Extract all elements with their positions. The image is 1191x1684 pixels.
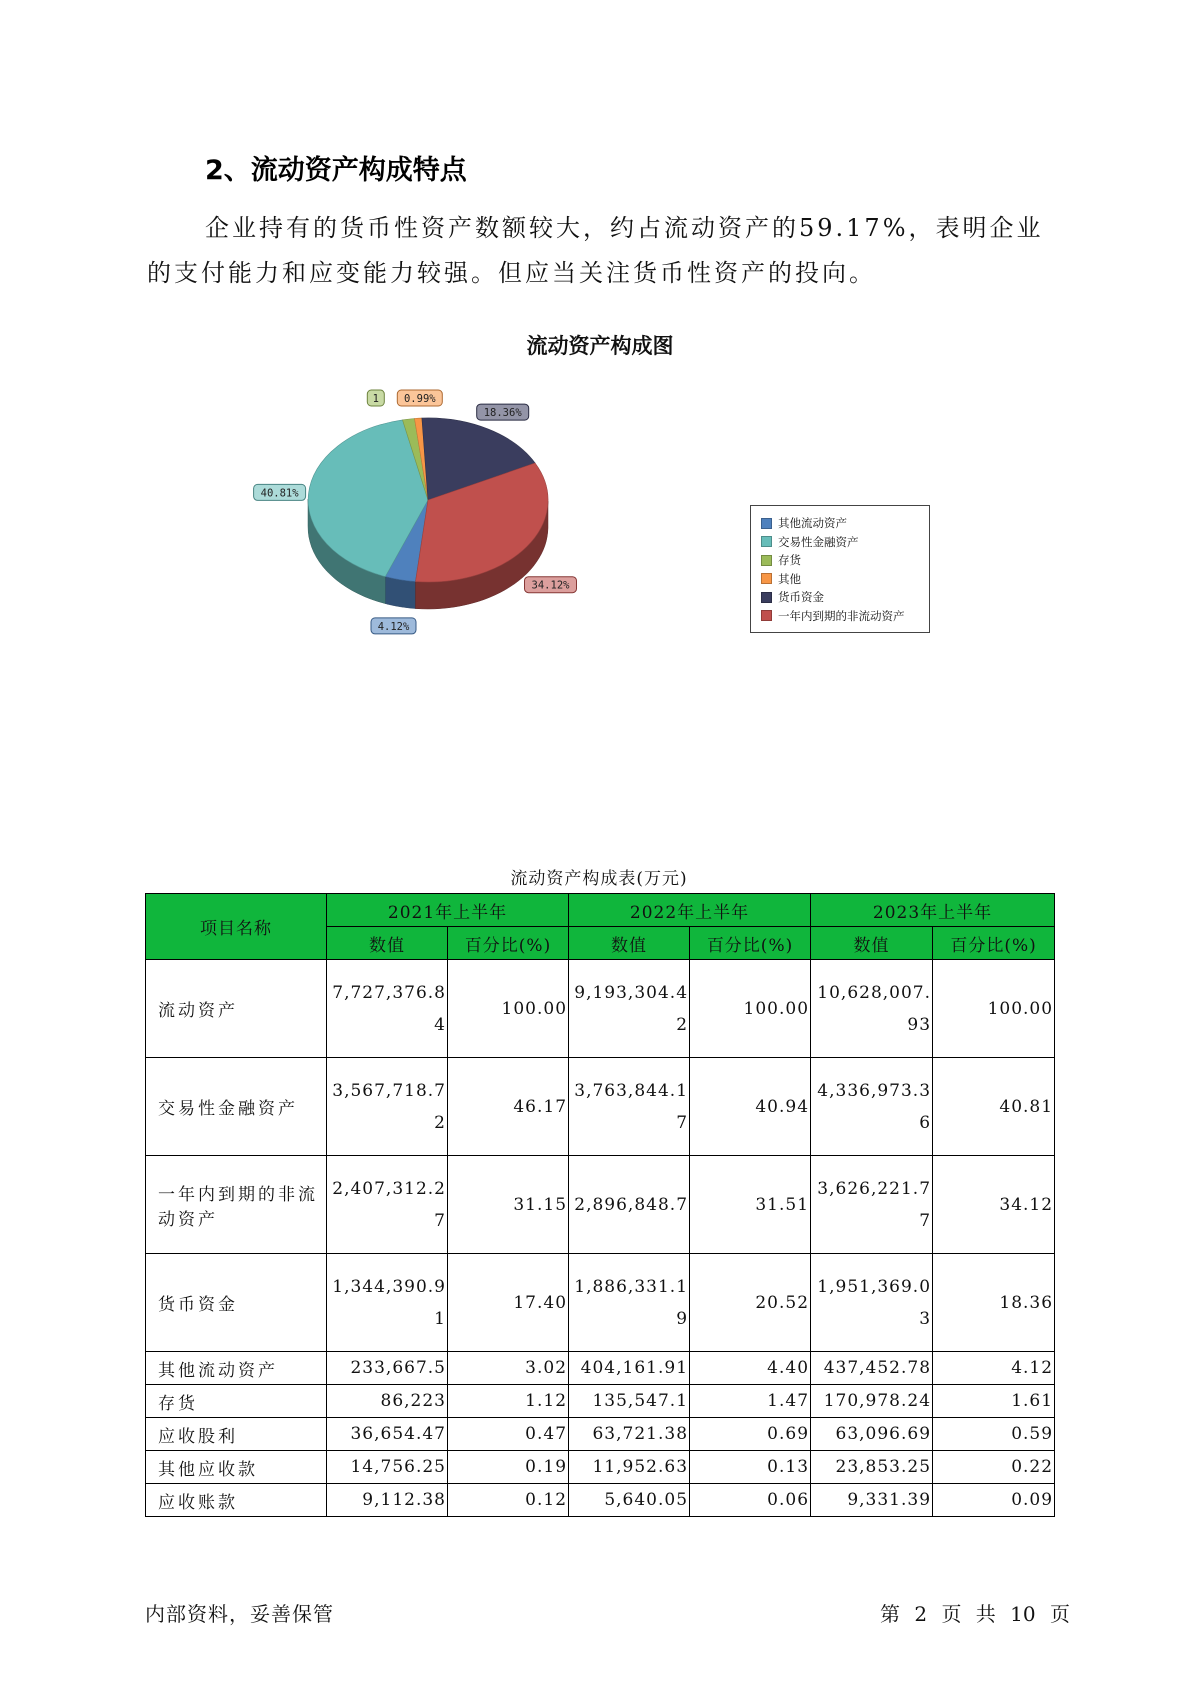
percent-cell: 4.12 bbox=[933, 1352, 1055, 1385]
table-row bbox=[146, 1156, 1055, 1254]
value-cell: 11,952.63 bbox=[569, 1451, 690, 1484]
row-label: 货币资金 bbox=[146, 1254, 327, 1352]
percent-cell: 100.00 bbox=[933, 960, 1055, 1058]
value-cell: 1,886,331.19 bbox=[569, 1254, 690, 1352]
legend-label: 其他流动资产 bbox=[778, 516, 847, 531]
percent-cell: 20.52 bbox=[690, 1254, 811, 1352]
legend-item bbox=[751, 551, 929, 570]
value-cell: 63,721.38 bbox=[569, 1418, 690, 1451]
percent-cell: 0.06 bbox=[690, 1484, 811, 1517]
row-label: 其他应收款 bbox=[146, 1451, 327, 1484]
percent-cell: 1.47 bbox=[690, 1385, 811, 1418]
percent-cell: 40.81 bbox=[933, 1058, 1055, 1156]
legend-swatch bbox=[761, 573, 772, 584]
legend-swatch bbox=[761, 610, 772, 621]
value-cell: 3,626,221.77 bbox=[811, 1156, 933, 1254]
pie-data-label bbox=[367, 390, 384, 406]
value-cell: 2,407,312.27 bbox=[327, 1156, 448, 1254]
header-year-2021: 2021年上半年 bbox=[327, 894, 569, 927]
pie-label-text: 1 bbox=[372, 393, 379, 405]
percent-cell: 31.15 bbox=[448, 1156, 569, 1254]
paragraph-line-2: 的支付能力和应变能力较强。但应当关注货币性资产的投向。 bbox=[147, 259, 876, 287]
percent-cell: 3.02 bbox=[448, 1352, 569, 1385]
legend-label: 交易性金融资产 bbox=[778, 534, 859, 549]
table-row bbox=[146, 1385, 1055, 1418]
pie-data-label bbox=[371, 618, 416, 634]
pie-top-layer bbox=[308, 418, 548, 582]
value-cell: 170,978.24 bbox=[811, 1385, 933, 1418]
pie-data-label bbox=[397, 390, 442, 406]
header-year-2022: 2022年上半年 bbox=[569, 894, 811, 927]
value-cell: 1,951,369.03 bbox=[811, 1254, 933, 1352]
value-cell: 4,336,973.36 bbox=[811, 1058, 933, 1156]
value-cell: 1,344,390.91 bbox=[327, 1254, 448, 1352]
value-cell: 10,628,007.93 bbox=[811, 960, 933, 1058]
pie-label-text: 4.12% bbox=[377, 620, 410, 633]
header-percent: 百分比(%) bbox=[690, 927, 811, 960]
percent-cell: 31.51 bbox=[690, 1156, 811, 1254]
table-row bbox=[146, 960, 1055, 1058]
percent-cell: 0.09 bbox=[933, 1484, 1055, 1517]
header-item-name: 项目名称 bbox=[146, 894, 327, 960]
legend-swatch bbox=[761, 592, 772, 603]
value-cell: 9,112.38 bbox=[327, 1484, 448, 1517]
value-cell: 2,896,848.7 bbox=[569, 1156, 690, 1254]
legend-item bbox=[751, 570, 929, 589]
chart-title: 流动资产构成图 bbox=[526, 334, 674, 358]
value-cell: 14,756.25 bbox=[327, 1451, 448, 1484]
percent-cell: 100.00 bbox=[690, 960, 811, 1058]
percent-cell: 17.40 bbox=[448, 1254, 569, 1352]
percent-cell: 0.13 bbox=[690, 1451, 811, 1484]
pie-data-label bbox=[525, 577, 577, 593]
legend-item bbox=[751, 533, 929, 552]
percent-cell: 40.94 bbox=[690, 1058, 811, 1156]
legend-label: 其他 bbox=[778, 571, 801, 586]
row-label: 应收账款 bbox=[146, 1484, 327, 1517]
value-cell: 3,763,844.17 bbox=[569, 1058, 690, 1156]
pie-chart bbox=[220, 385, 620, 655]
header-value: 数值 bbox=[811, 927, 933, 960]
section-heading: 2、流动资产构成特点 bbox=[205, 155, 467, 186]
row-label: 应收股利 bbox=[146, 1418, 327, 1451]
percent-cell: 0.12 bbox=[448, 1484, 569, 1517]
percent-cell: 0.19 bbox=[448, 1451, 569, 1484]
chart-legend bbox=[750, 505, 930, 633]
row-label: 一年内到期的非流动资产 bbox=[146, 1156, 327, 1254]
value-cell: 7,727,376.84 bbox=[327, 960, 448, 1058]
percent-cell: 0.47 bbox=[448, 1418, 569, 1451]
legend-label: 货币资金 bbox=[778, 590, 824, 605]
legend-label: 一年内到期的非流动资产 bbox=[778, 608, 905, 623]
legend-item bbox=[751, 607, 929, 626]
footer-page-number: 第 2 页 共 10 页 bbox=[880, 1602, 1070, 1626]
legend-item bbox=[751, 514, 929, 533]
row-label: 交易性金融资产 bbox=[146, 1058, 327, 1156]
table-row bbox=[146, 1058, 1055, 1156]
value-cell: 437,452.78 bbox=[811, 1352, 933, 1385]
value-cell: 135,547.1 bbox=[569, 1385, 690, 1418]
header-value: 数值 bbox=[327, 927, 448, 960]
table-row bbox=[146, 1451, 1055, 1484]
legend-item bbox=[751, 588, 929, 607]
legend-swatch bbox=[761, 536, 772, 547]
value-cell: 9,193,304.42 bbox=[569, 960, 690, 1058]
legend-label: 存货 bbox=[778, 553, 801, 568]
table-row bbox=[146, 1254, 1055, 1352]
percent-cell: 18.36 bbox=[933, 1254, 1055, 1352]
legend-swatch bbox=[761, 518, 772, 529]
value-cell: 404,161.91 bbox=[569, 1352, 690, 1385]
header-year-2023: 2023年上半年 bbox=[811, 894, 1055, 927]
table-row bbox=[146, 1418, 1055, 1451]
value-cell: 3,567,718.72 bbox=[327, 1058, 448, 1156]
value-cell: 5,640.05 bbox=[569, 1484, 690, 1517]
table-row bbox=[146, 1352, 1055, 1385]
pie-label-text: 34.12% bbox=[531, 579, 570, 592]
percent-cell: 0.59 bbox=[933, 1418, 1055, 1451]
pie-data-label bbox=[254, 484, 306, 500]
percent-cell: 34.12 bbox=[933, 1156, 1055, 1254]
table-caption: 流动资产构成表(万元) bbox=[510, 869, 688, 889]
header-value: 数值 bbox=[569, 927, 690, 960]
percent-cell: 100.00 bbox=[448, 960, 569, 1058]
percent-cell: 1.12 bbox=[448, 1385, 569, 1418]
percent-cell: 4.40 bbox=[690, 1352, 811, 1385]
pie-label-text: 18.36% bbox=[483, 407, 522, 420]
legend-swatch bbox=[761, 555, 772, 566]
value-cell: 23,853.25 bbox=[811, 1451, 933, 1484]
value-cell: 9,331.39 bbox=[811, 1484, 933, 1517]
header-percent: 百分比(%) bbox=[448, 927, 569, 960]
percent-cell: 46.17 bbox=[448, 1058, 569, 1156]
current-assets-table bbox=[145, 893, 1055, 1517]
table-row bbox=[146, 1484, 1055, 1517]
row-label: 流动资产 bbox=[146, 960, 327, 1058]
footer-confidential: 内部资料，妥善保管 bbox=[145, 1602, 334, 1626]
pie-label-text: 0.99% bbox=[403, 393, 436, 405]
percent-cell: 1.61 bbox=[933, 1385, 1055, 1418]
row-label: 其他流动资产 bbox=[146, 1352, 327, 1385]
row-label: 存货 bbox=[146, 1385, 327, 1418]
header-percent: 百分比(%) bbox=[933, 927, 1055, 960]
value-cell: 36,654.47 bbox=[327, 1418, 448, 1451]
value-cell: 233,667.5 bbox=[327, 1352, 448, 1385]
pie-data-label bbox=[477, 404, 529, 420]
pie-label-text: 40.81% bbox=[260, 487, 299, 500]
paragraph-line-1: 企业持有的货币性资产数额较大，约占流动资产的59.17%，表明企业 bbox=[205, 214, 1044, 242]
value-cell: 63,096.69 bbox=[811, 1418, 933, 1451]
percent-cell: 0.69 bbox=[690, 1418, 811, 1451]
percent-cell: 0.22 bbox=[933, 1451, 1055, 1484]
value-cell: 86,223 bbox=[327, 1385, 448, 1418]
